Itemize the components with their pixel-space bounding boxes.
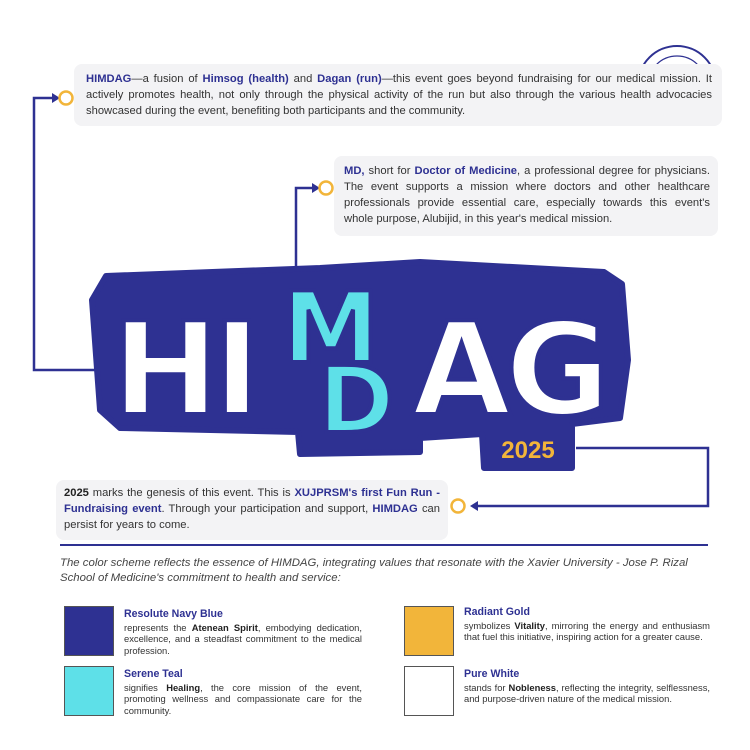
white-value: Nobleness [508, 681, 556, 693]
year-himdag-term: HIMDAG [372, 502, 418, 515]
dagan-term: Dagan (run) [317, 73, 382, 85]
gold-value: Vitality [514, 619, 545, 631]
year-term: 2025 [64, 487, 89, 499]
gold-name: Radiant Gold [464, 606, 530, 618]
teal-swatch [64, 666, 114, 716]
himdag-text-2: and [288, 73, 318, 85]
title-middle-bottom-letter: D [318, 347, 395, 454]
title-right-letters: AG [412, 296, 605, 445]
color-scheme-intro: The color scheme reflects the essence of HIMDAG, integrating values that resonate with the Xavier University - Jose P. Rizal School of Medicine's commitment to health and service: [60, 557, 688, 585]
white-name: Pure White [464, 668, 520, 680]
navy-description [124, 608, 362, 656]
himsog-term: Himsog (health) [202, 73, 289, 85]
gold-text-2: , mirroring the energy and enthusiasm that fuel this initiative, inspiring action for a greater cause. [464, 619, 710, 643]
gold-text-1: symbolizes [464, 619, 515, 631]
white-text-1: stands for [464, 681, 509, 693]
md-text-2: , a professional degree for physicians. The event supports a mission where doctors and other healthcare professionals provide essential care, especially towards this event's whole purpose, Alubijid, in this year's medical mission. [344, 165, 710, 225]
navy-text-1: represents the [124, 621, 192, 633]
teal-value: Healing [166, 681, 201, 693]
himdag-definition-card [74, 64, 722, 126]
title-year: 2025 [501, 437, 555, 464]
title-middle-top-letter: M [282, 272, 380, 386]
year-text-1: marks the genesis of this event. This is [88, 487, 295, 499]
teal-description [124, 668, 362, 716]
white-text-2: , reflecting the integrity, selflessness, and purpose-driven nature of the medical mission. [464, 681, 710, 705]
white-description [464, 668, 710, 705]
navy-value: Atenean Spirit [191, 621, 258, 633]
md-definition-card [334, 156, 718, 236]
himdag-term: HIMDAG [86, 73, 132, 85]
himdag-text-3: —this event goes beyond fundraising for our medical mission. It actively promotes health, not only through the physical activity of the run but also through the various health advocacies showcased during the event, benefiting both participants and the community. [86, 73, 713, 117]
title-left-letters: HI [112, 296, 255, 445]
year-text-2: . Through your participation and support, [161, 502, 373, 515]
gold-description [464, 606, 710, 643]
himdag-text-1: —a fusion of [131, 73, 203, 85]
navy-name: Resolute Navy Blue [124, 608, 223, 620]
navy-swatch [64, 606, 114, 656]
white-swatch [404, 666, 454, 716]
section-divider [60, 544, 708, 546]
year-definition-card [56, 480, 448, 540]
teal-text-1: signifies [124, 681, 167, 693]
teal-text-2: , the core mission of the event, promoting wellness and compassionate care for the community. [124, 681, 362, 716]
navy-text-2: , embodying dedication, excellence, and a steadfast commitment to the medical profession. [124, 621, 362, 656]
md-text-1: short for [364, 165, 415, 177]
gold-swatch [404, 606, 454, 656]
md-term: MD, [344, 165, 365, 177]
year-text-3: can persist for years to come. [64, 502, 440, 531]
teal-name: Serene Teal [124, 668, 183, 680]
year-highlight: XUJPRSM's first Fun Run - Fundraising event [64, 487, 440, 515]
md-full-term: Doctor of Medicine [414, 165, 518, 177]
